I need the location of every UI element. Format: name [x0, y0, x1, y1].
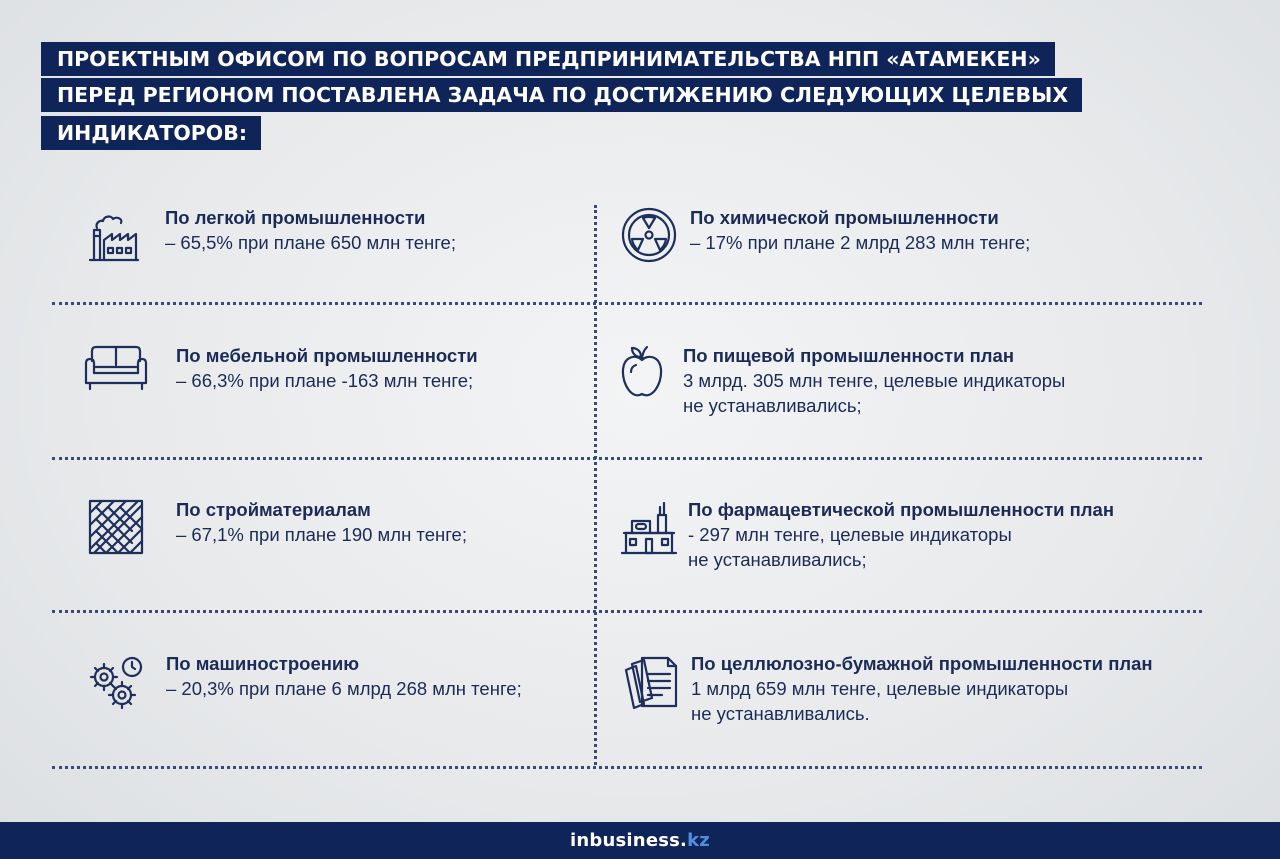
- brand-domain: kz: [687, 830, 710, 851]
- indicator-detail: – 67,1% при плане 190 млн тенге;: [176, 524, 467, 545]
- pharma-plant-icon: [620, 497, 678, 557]
- parquet-icon: [88, 499, 144, 555]
- documents-icon: [622, 654, 680, 712]
- header-line-2: ПЕРЕД РЕГИОНОМ ПОСТАВЛЕНА ЗАДАЧА ПО ДОСТИЖЕНИЮ СЛЕДУЮЩИХ ЦЕЛЕВЫХ: [41, 78, 1082, 112]
- indicator-title: По фармацевтической промышленности план: [688, 499, 1115, 520]
- gears-icon: [88, 655, 146, 711]
- indicator-detail: не устанавливались;: [683, 395, 862, 416]
- indicator-title: По стройматериалам: [176, 499, 371, 520]
- indicator-detail: - 297 млн тенге, целевые индикаторы: [688, 524, 1012, 545]
- indicator-detail: – 66,3% при плане -163 млн тенге;: [176, 370, 474, 391]
- brand-prefix: in: [570, 830, 590, 851]
- footer-bar: [0, 822, 1280, 859]
- indicator-detail: 3 млрд. 305 млн тенге, целевые индикаторы: [683, 370, 1066, 391]
- brand-name: business.: [589, 830, 688, 851]
- apple-icon: [618, 344, 666, 402]
- indicator-detail: – 20,3% при плане 6 млрд 268 млн тенге;: [166, 678, 522, 699]
- indicator-title: По мебельной промышленности: [176, 345, 478, 366]
- row-divider-1: [52, 302, 1202, 305]
- indicator-detail: 1 млрд 659 млн тенге, целевые индикаторы: [691, 678, 1069, 699]
- row-divider-4: [52, 766, 1202, 769]
- sofa-icon: [82, 343, 150, 393]
- indicator-title: По целлюлозно-бумажной промышленности план: [691, 653, 1153, 674]
- vertical-divider: [594, 205, 597, 765]
- header-line-1: ПРОЕКТНЫМ ОФИСОМ ПО ВОПРОСАМ ПРЕДПРИНИМАТЕЛЬСТВА НПП «АТАМЕКЕН»: [41, 42, 1055, 76]
- indicator-detail: – 17% при плане 2 млрд 283 млн тенге;: [690, 232, 1031, 253]
- indicator-title: По пищевой промышленности план: [683, 345, 1015, 366]
- indicator-title: По машиностроению: [166, 653, 360, 674]
- radiation-icon: [620, 206, 678, 264]
- header-line-3: ИНДИКАТОРОВ:: [41, 116, 261, 150]
- indicator-title: По легкой промышленности: [165, 207, 426, 228]
- row-divider-2: [52, 457, 1202, 460]
- brand-logo: [0, 822, 1280, 859]
- indicator-detail: – 65,5% при плане 650 млн тенге;: [165, 232, 456, 253]
- indicator-detail: не устанавливались.: [691, 703, 870, 724]
- indicator-detail: не устанавливались;: [688, 549, 867, 570]
- indicator-title: По химической промышленности: [690, 207, 999, 228]
- row-divider-3: [52, 610, 1202, 613]
- factory-icon: [86, 206, 142, 264]
